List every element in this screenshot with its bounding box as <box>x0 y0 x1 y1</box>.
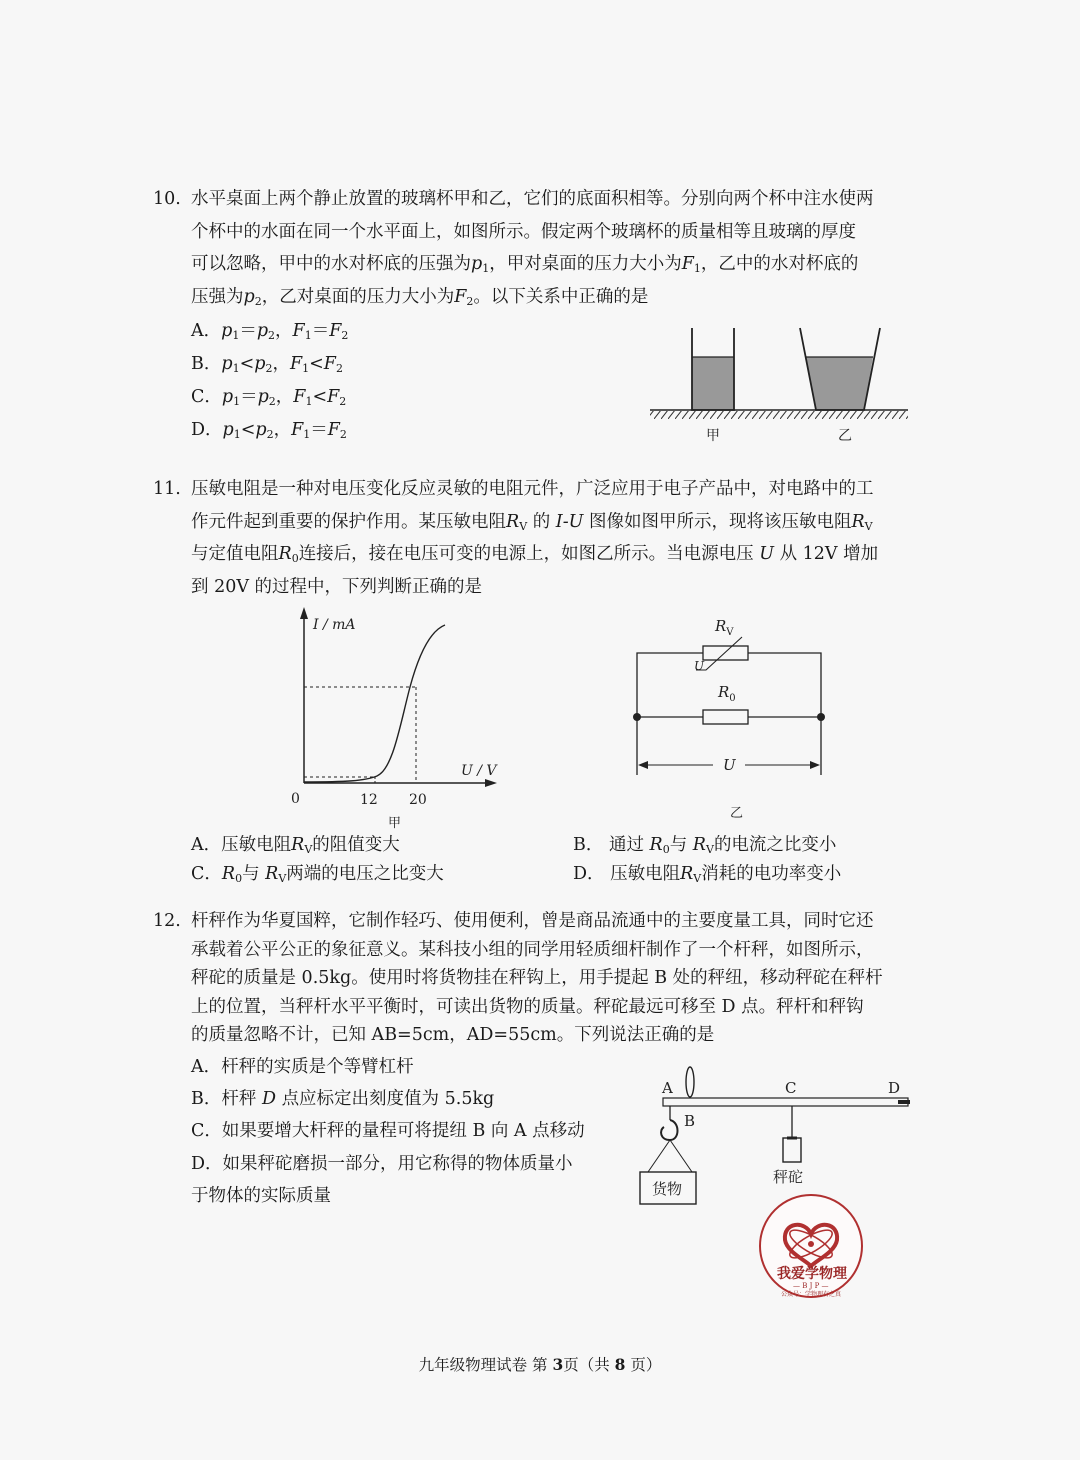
question-text: 上的位置，当秤杆水平平衡时，可读出货物的质量。秤砣最远可移至 D 点。秤杆和秤钩 <box>191 996 864 1017</box>
symbol: R <box>680 864 694 884</box>
glass-yi-label: 乙 <box>838 428 852 444</box>
option-text: 压敏电阻 <box>610 864 681 884</box>
symbol: F <box>454 286 467 307</box>
symbol: F <box>327 420 340 440</box>
subscript: 1 <box>482 262 490 275</box>
goods-label: 货物 <box>652 1180 683 1198</box>
q12-steelyard-figure <box>630 1060 920 1210</box>
footer-text: 页） <box>625 1356 662 1374</box>
symbol: p <box>257 387 269 407</box>
operator: < <box>309 354 324 374</box>
subscript: 2 <box>265 362 273 375</box>
q12-option-d[interactable] <box>191 1148 573 1180</box>
circuit-caption: 乙 <box>730 806 744 821</box>
q11-circuit <box>628 610 833 825</box>
subscript: 1 <box>233 395 241 408</box>
subscript: 1 <box>693 262 701 275</box>
subscript: 1 <box>305 395 313 408</box>
r0-symbol: R <box>718 683 730 701</box>
operator: ＝ <box>240 387 258 407</box>
subscript: 0 <box>235 872 243 885</box>
question-text: 的质量忽略不计，已知 AB=5cm，AD=55cm。下列说法正确的是 <box>191 1025 715 1045</box>
option-text: 压敏电阻 <box>221 835 292 855</box>
q12-option-a[interactable] <box>191 1051 414 1083</box>
symbol: R <box>291 835 305 855</box>
symbol: F <box>293 387 306 407</box>
subscript: 2 <box>466 294 474 308</box>
stamp-sub1: — B J P — <box>793 1282 829 1290</box>
varistor-u-mark: U <box>694 659 705 673</box>
wire-top-right <box>748 653 821 717</box>
resistor-r0 <box>703 710 748 724</box>
separator: ， <box>275 321 293 341</box>
q11-option-b[interactable] <box>573 829 836 861</box>
glass-jia-label: 甲 <box>706 428 720 444</box>
question-text: 压强为 <box>191 286 244 307</box>
option-text: 于物体的实际质量 <box>191 1186 331 1206</box>
rv-symbol: R <box>715 617 727 635</box>
x-tick-12: 12 <box>360 792 378 808</box>
symbol: p <box>222 420 234 440</box>
point-d-label: D <box>888 1079 901 1097</box>
subscript: 2 <box>254 294 262 308</box>
symbol: U <box>759 544 775 564</box>
option-text: A．杆秤的实质是个等臂杠杆 <box>191 1057 414 1077</box>
page-total: 8 <box>614 1355 626 1374</box>
option-text: 消耗的电功率变小 <box>701 864 842 884</box>
question-text: 从 12V 增加 <box>779 544 879 564</box>
subscript: 2 <box>268 395 276 408</box>
question-number: 11. <box>153 479 181 499</box>
question-number: 12. <box>153 911 181 931</box>
question-text: 。以下关系中正确的是 <box>473 286 649 307</box>
lifting-loop-b <box>686 1067 694 1097</box>
subscript: 1 <box>303 428 311 441</box>
option-label: C． <box>191 864 222 884</box>
separator: ， <box>273 420 292 440</box>
question-text: 连接后，接在电压可变的电源上，如图乙所示。当电源电压 <box>298 544 754 564</box>
symbol: F <box>291 420 304 440</box>
symbol: F <box>327 387 340 407</box>
question-text: ，甲对桌面的压力大小为 <box>489 254 682 274</box>
question-text: 可以忽略，甲中的水对杯底的压强为 <box>191 254 471 274</box>
subscript: 1 <box>232 329 240 342</box>
q10-option-a[interactable] <box>191 315 348 347</box>
question-text: 水平桌面上两个静止放置的玻璃杯甲和乙，它们的底面积相等。分别向两个杯中注水使两 <box>191 189 874 209</box>
symbol: p <box>255 420 267 440</box>
option-label: A． <box>191 321 222 341</box>
symbol: p <box>471 254 483 274</box>
option-text: 通过 <box>608 835 644 855</box>
symbol: F <box>292 321 305 341</box>
y-axis-label: I / mA <box>313 617 356 633</box>
goods-string-right <box>670 1140 692 1172</box>
subscript: V <box>705 843 714 856</box>
option-text: 与 <box>242 864 260 884</box>
q10-glasses-figure <box>640 320 920 450</box>
question-11 <box>153 473 933 603</box>
footer-text: 九年级物理试卷 第 <box>418 1356 553 1374</box>
rv-label <box>714 617 734 638</box>
subscript: 2 <box>339 428 347 441</box>
option-text: 两端的电压之比变大 <box>286 864 444 884</box>
symbol: R <box>265 864 279 884</box>
operator: < <box>239 354 255 374</box>
subscript: 2 <box>341 329 349 342</box>
subscript: 2 <box>266 428 274 441</box>
table-hatching <box>650 411 908 419</box>
question-text: 承载着公平公正的象征意义。某科技小组的同学用轻质细杆制作了一个杆秤，如图所示， <box>191 939 874 960</box>
q11-option-c[interactable] <box>191 858 444 890</box>
symbol: R <box>506 511 520 532</box>
page-footer <box>0 1353 1080 1375</box>
subscript: 1 <box>232 362 240 375</box>
weight-label: 秤砣 <box>773 1168 804 1186</box>
question-text: ，乙对桌面的压力大小为 <box>261 286 455 307</box>
symbol: p <box>221 387 234 407</box>
option-text: D．如果秤砣磨损一部分，用它称得的物体质量小 <box>191 1154 573 1174</box>
glass-yi-water <box>806 357 873 410</box>
option-label: D． <box>191 420 223 440</box>
subscript: 2 <box>339 395 347 408</box>
symbol: F <box>329 321 342 341</box>
voltage-arrowhead-right <box>810 761 820 769</box>
option-text: 的电流之比变小 <box>713 835 837 855</box>
question-text: ，乙中的水对杯底的 <box>700 254 859 274</box>
option-label: C． <box>191 387 222 407</box>
rv-subscript: V <box>726 627 734 638</box>
q10-option-c[interactable] <box>191 381 346 413</box>
option-text: 的阻值变大 <box>312 835 400 855</box>
question-text: 作元件起到重要的保护作用。某压敏电阻 <box>191 511 506 532</box>
y-axis-arrow <box>300 607 308 619</box>
r0-label <box>717 683 736 704</box>
stamp-title: 我爱学物理 <box>777 1266 847 1282</box>
subscript: V <box>864 519 873 533</box>
q12-option-d-cont <box>191 1180 331 1212</box>
symbol: R <box>692 835 706 855</box>
goods-string-left <box>648 1140 670 1172</box>
option-label: B． <box>191 354 222 374</box>
symbol: F <box>323 354 336 374</box>
symbol: p <box>221 354 233 374</box>
option-label: D． <box>573 864 605 884</box>
watermark-stamp-logo <box>755 1192 867 1300</box>
subscript: 2 <box>268 329 276 342</box>
stamp-sub2: 公众号：学物理有之真 <box>781 1291 842 1298</box>
option-text: C．如果要增大杆秤的量程可将提纽 B 向 A 点移动 <box>191 1121 585 1141</box>
symbol: p <box>256 321 269 341</box>
footer-text: 页（共 <box>563 1356 615 1374</box>
iu-curve <box>304 625 445 782</box>
q11-option-a[interactable] <box>191 829 400 861</box>
voltage-arrowhead-left <box>638 761 648 769</box>
symbol: F <box>681 254 694 274</box>
subscript: V <box>304 843 313 856</box>
question-text: 个杯中的水面在同一个水平面上，如图所示。假定两个玻璃杯的质量相等且玻璃的厚度 <box>191 221 856 242</box>
source-voltage-label: U <box>723 756 736 774</box>
symbol: R <box>221 864 236 884</box>
steelyard-rod-tip <box>898 1100 910 1104</box>
graph-caption: 甲 <box>388 816 402 830</box>
option-text: 点应标定出刻度值为 5.5kg <box>281 1089 495 1109</box>
subscript: 1 <box>302 362 310 375</box>
question-text: 到 20V 的过程中，下列判断正确的是 <box>191 576 483 597</box>
operator: < <box>240 420 256 440</box>
r0-subscript: 0 <box>729 693 736 704</box>
option-label: A． <box>191 835 222 855</box>
symbol: D <box>261 1089 276 1109</box>
page-number: 3 <box>552 1355 564 1374</box>
question-text: 秤砣的质量是 0.5kg。使用时将货物挂在秤钩上，用手提起 B 处的秤纽，移动秤砣在秤杆 <box>191 968 883 988</box>
steelyard-rod <box>663 1098 908 1106</box>
symbol: F <box>289 354 303 374</box>
operator: < <box>312 387 328 407</box>
q11-iu-graph <box>285 605 500 830</box>
subscript: 0 <box>291 552 299 565</box>
subscript: V <box>278 872 287 885</box>
subscript: 0 <box>662 843 670 856</box>
q12-option-c[interactable] <box>191 1115 585 1147</box>
q12-option-b[interactable] <box>191 1083 494 1115</box>
operator: ＝ <box>310 420 328 440</box>
point-c-label: C <box>785 1079 797 1097</box>
symbol: R <box>649 835 663 855</box>
subscript: V <box>519 519 528 533</box>
q10-option-d[interactable] <box>191 414 347 446</box>
option-label: B． <box>573 835 604 855</box>
question-text: 压敏电阻是一种对电压变化反应灵敏的电阻元件，广泛应用于电子产品中，对电路中的工 <box>191 479 874 499</box>
point-a-label: A <box>662 1079 673 1097</box>
question-text: 杆秤作为华夏国粹，它制作轻巧、使用便利，曾是商品流通中的主要度量工具，同时它还 <box>191 911 874 931</box>
question-text: 图像如图甲所示，现将该压敏电阻 <box>588 511 852 532</box>
hook <box>661 1120 677 1140</box>
origin-label: 0 <box>291 791 300 807</box>
weight-block <box>783 1138 801 1162</box>
q10-option-b[interactable] <box>191 348 343 380</box>
operator: ＝ <box>311 321 330 341</box>
x-axis-label: U / V <box>461 763 497 779</box>
glass-jia-water <box>692 357 734 410</box>
subscript: V <box>693 872 702 885</box>
symbol: p <box>243 286 255 307</box>
symbol: R <box>851 511 865 532</box>
symbol: p <box>221 321 233 341</box>
x-axis-arrow <box>485 779 497 787</box>
option-text: B．杆秤 <box>191 1089 257 1109</box>
separator: ， <box>275 387 294 407</box>
question-text: 的 <box>532 511 551 532</box>
subscript: 2 <box>335 362 343 375</box>
question-10 <box>153 183 933 313</box>
subscript: 1 <box>304 329 312 342</box>
question-number: 10. <box>153 189 181 209</box>
varistor-rv <box>703 646 748 660</box>
point-b-label: B <box>684 1112 696 1130</box>
symbol: R <box>278 544 292 564</box>
option-text: 与 <box>669 835 688 855</box>
symbol: I-U <box>555 511 584 532</box>
operator: ＝ <box>239 321 257 341</box>
symbol: p <box>254 354 266 374</box>
subscript: 1 <box>233 428 241 441</box>
question-12 <box>153 907 933 1050</box>
separator: ， <box>272 354 290 374</box>
q11-option-d[interactable] <box>573 858 841 890</box>
question-text: 与定值电阻 <box>191 544 279 564</box>
x-tick-20: 20 <box>409 792 427 808</box>
